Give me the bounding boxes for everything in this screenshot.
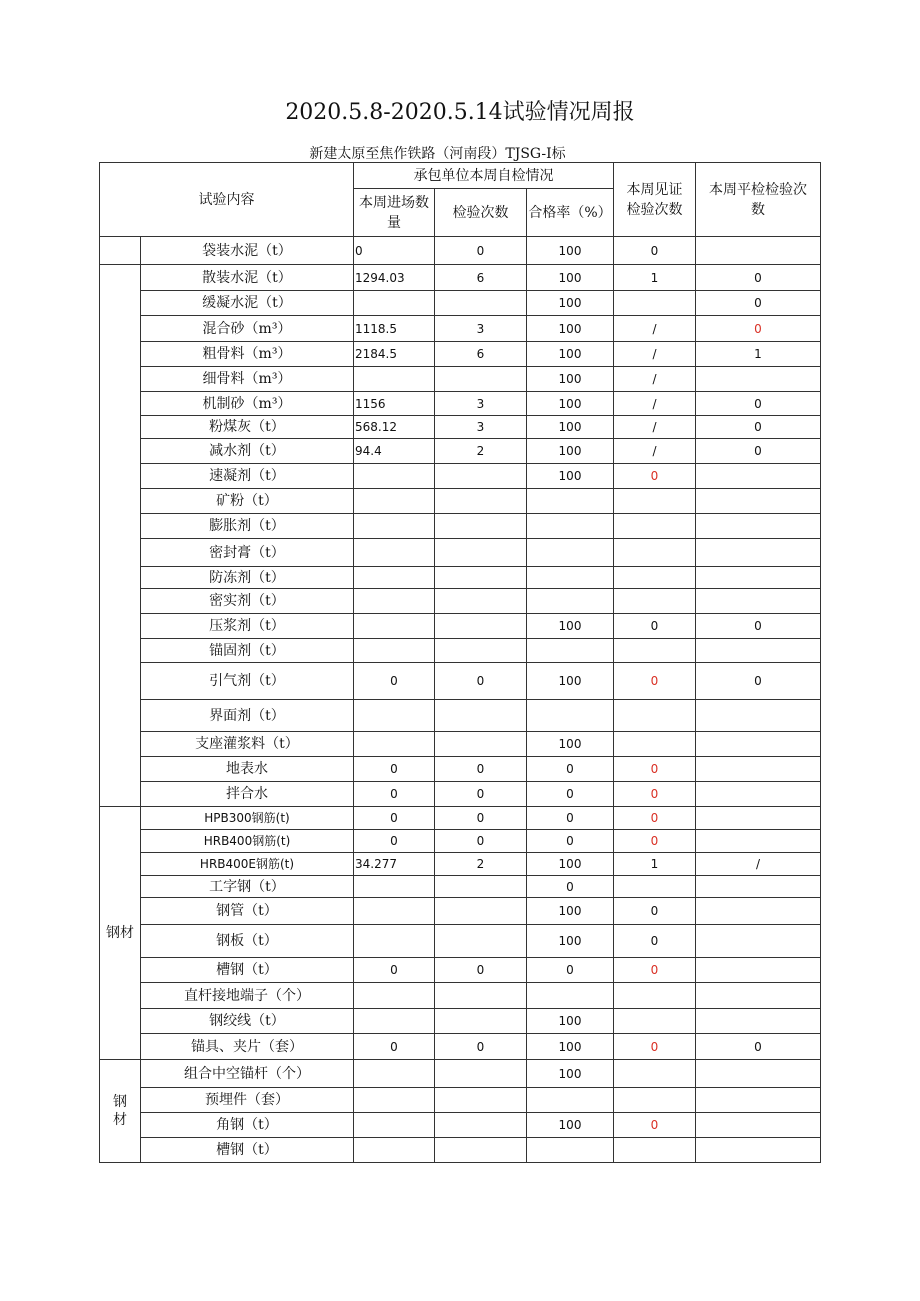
table-row (100, 416, 821, 439)
table-row (100, 807, 821, 830)
parallel-cell (696, 700, 821, 732)
quantity-cell (354, 1138, 435, 1163)
quantity-cell (354, 898, 435, 925)
quantity-cell: 94.4 (354, 439, 435, 464)
material-name: 减水剂（t） (141, 439, 354, 464)
header-tests: 检验次数 (435, 189, 527, 237)
table-row (100, 757, 821, 782)
table-row (100, 983, 821, 1009)
parallel-cell: 0 (696, 439, 821, 464)
material-name: 钢板（t） (141, 925, 354, 958)
parallel-cell (696, 639, 821, 663)
witness-cell: / (614, 316, 696, 342)
tests-cell: 0 (435, 237, 527, 265)
parallel-cell: 0 (696, 663, 821, 700)
weekly-test-table (99, 162, 821, 1163)
tests-cell: 6 (435, 265, 527, 291)
tests-cell (435, 464, 527, 489)
quantity-cell (354, 589, 435, 614)
material-name: 槽钢（t） (141, 1138, 354, 1163)
pass-rate-cell: 100 (527, 439, 614, 464)
material-name: 直杆接地端子（个） (141, 983, 354, 1009)
parallel-cell (696, 589, 821, 614)
material-name: 细骨料（m³） (141, 367, 354, 392)
quantity-cell: 0 (354, 1034, 435, 1060)
pass-rate-cell: 100 (527, 1060, 614, 1088)
quantity-cell: 1294.03 (354, 265, 435, 291)
material-name: 矿粉（t） (141, 489, 354, 514)
quantity-cell (354, 639, 435, 663)
tests-cell: 3 (435, 392, 527, 416)
tests-cell: 0 (435, 1034, 527, 1060)
witness-cell (614, 567, 696, 589)
table-row (100, 830, 821, 853)
material-name: 钢绞线（t） (141, 1009, 354, 1034)
quantity-cell (354, 983, 435, 1009)
pass-rate-cell: 0 (527, 782, 614, 807)
material-name: 地表水 (141, 757, 354, 782)
parallel-cell (696, 367, 821, 392)
parallel-cell (696, 1060, 821, 1088)
pass-rate-cell: 0 (527, 757, 614, 782)
witness-cell: 0 (614, 958, 696, 983)
pass-rate-cell: 100 (527, 663, 614, 700)
pass-rate-cell: 100 (527, 342, 614, 367)
quantity-cell: 0 (354, 830, 435, 853)
witness-cell: 0 (614, 464, 696, 489)
pass-rate-cell (527, 567, 614, 589)
material-name: 锚固剂（t） (141, 639, 354, 663)
material-name: 粉煤灰（t） (141, 416, 354, 439)
parallel-cell: 0 (696, 614, 821, 639)
table-row (100, 1034, 821, 1060)
tests-cell (435, 514, 527, 539)
quantity-cell: 0 (354, 782, 435, 807)
witness-cell (614, 589, 696, 614)
quantity-cell (354, 925, 435, 958)
parallel-cell (696, 732, 821, 757)
pass-rate-cell (527, 514, 614, 539)
tests-cell (435, 1060, 527, 1088)
table-row (100, 367, 821, 392)
pass-rate-cell (527, 1088, 614, 1113)
pass-rate-cell (527, 639, 614, 663)
quantity-cell: 0 (354, 663, 435, 700)
parallel-cell: 0 (696, 316, 821, 342)
tests-cell (435, 1088, 527, 1113)
material-name: 支座灌浆料（t） (141, 732, 354, 757)
quantity-cell: 1118.5 (354, 316, 435, 342)
material-name: 角钢（t） (141, 1113, 354, 1138)
parallel-cell (696, 876, 821, 898)
witness-cell (614, 1060, 696, 1088)
quantity-cell: 0 (354, 958, 435, 983)
table-row (100, 342, 821, 367)
table-row (100, 567, 821, 589)
table-row (100, 1060, 821, 1088)
pass-rate-cell (527, 489, 614, 514)
tests-cell (435, 614, 527, 639)
witness-cell (614, 514, 696, 539)
witness-cell: 0 (614, 663, 696, 700)
parallel-cell: 0 (696, 392, 821, 416)
tests-cell (435, 291, 527, 316)
material-name: 混合砂（m³） (141, 316, 354, 342)
header-pass-rate: 合格率（%） (527, 189, 614, 237)
tests-cell (435, 1009, 527, 1034)
category-cell (100, 237, 141, 265)
parallel-cell: 1 (696, 342, 821, 367)
category-cell: 钢材 (100, 807, 141, 1060)
tests-cell (435, 367, 527, 392)
witness-cell (614, 732, 696, 757)
parallel-cell: 0 (696, 416, 821, 439)
quantity-cell: 2184.5 (354, 342, 435, 367)
pass-rate-cell (527, 983, 614, 1009)
tests-cell (435, 876, 527, 898)
tests-cell (435, 539, 527, 567)
pass-rate-cell (527, 700, 614, 732)
material-name: 散装水泥（t） (141, 265, 354, 291)
witness-cell: 0 (614, 898, 696, 925)
header-witness: 本周见证 检验次数 (614, 163, 696, 237)
table-row (100, 732, 821, 757)
quantity-cell (354, 567, 435, 589)
quantity-cell (354, 700, 435, 732)
table-row (100, 265, 821, 291)
table-row (100, 439, 821, 464)
tests-cell (435, 1138, 527, 1163)
quantity-cell (354, 367, 435, 392)
quantity-cell (354, 1009, 435, 1034)
witness-cell: 0 (614, 925, 696, 958)
witness-cell: 0 (614, 1034, 696, 1060)
report-title: 2020.5.8-2020.5.14试验情况周报 (285, 100, 635, 125)
pass-rate-cell: 100 (527, 367, 614, 392)
parallel-cell (696, 807, 821, 830)
tests-cell (435, 639, 527, 663)
material-name: 引气剂（t） (141, 663, 354, 700)
tests-cell (435, 567, 527, 589)
witness-cell (614, 291, 696, 316)
table-row (100, 464, 821, 489)
quantity-cell (354, 514, 435, 539)
material-name: 钢管（t） (141, 898, 354, 925)
witness-cell: 0 (614, 807, 696, 830)
witness-cell: 0 (614, 782, 696, 807)
parallel-cell (696, 958, 821, 983)
tests-cell: 3 (435, 316, 527, 342)
tests-cell: 0 (435, 958, 527, 983)
parallel-cell (696, 539, 821, 567)
material-name: HRB400钢筋(t) (141, 830, 354, 853)
table-row (100, 853, 821, 876)
tests-cell (435, 589, 527, 614)
material-name: 袋装水泥（t） (141, 237, 354, 265)
category-cell: 钢 材 (100, 1060, 141, 1163)
tests-cell: 3 (435, 416, 527, 439)
material-name: 速凝剂（t） (141, 464, 354, 489)
parallel-cell (696, 1138, 821, 1163)
tests-cell (435, 489, 527, 514)
table-row (100, 291, 821, 316)
material-name: 防冻剂（t） (141, 567, 354, 589)
report-subtitle: 新建太原至焦作铁路（河南段）TJSG-I标 (309, 146, 566, 162)
witness-cell (614, 1138, 696, 1163)
table-row (100, 614, 821, 639)
pass-rate-cell: 100 (527, 316, 614, 342)
pass-rate-cell (527, 589, 614, 614)
parallel-cell (696, 898, 821, 925)
witness-cell: / (614, 392, 696, 416)
quantity-cell (354, 876, 435, 898)
material-name: 粗骨料（m³） (141, 342, 354, 367)
quantity-cell: 568.12 (354, 416, 435, 439)
tests-cell: 0 (435, 807, 527, 830)
parallel-cell (696, 925, 821, 958)
parallel-cell (696, 782, 821, 807)
header-parallel: 本周平检检验次 数 (696, 163, 821, 237)
pass-rate-cell: 0 (527, 876, 614, 898)
parallel-cell (696, 489, 821, 514)
tests-cell: 0 (435, 830, 527, 853)
tests-cell: 0 (435, 663, 527, 700)
parallel-cell: 0 (696, 291, 821, 316)
quantity-cell (354, 464, 435, 489)
header-content: 试验内容 (100, 163, 354, 237)
pass-rate-cell: 100 (527, 1009, 614, 1034)
header-contractor-group: 承包单位本周自检情况 (354, 163, 614, 189)
tests-cell: 2 (435, 439, 527, 464)
table-row (100, 539, 821, 567)
table-row (100, 876, 821, 898)
witness-cell: 0 (614, 1113, 696, 1138)
parallel-cell: 0 (696, 265, 821, 291)
material-name: HPB300钢筋(t) (141, 807, 354, 830)
witness-cell (614, 1009, 696, 1034)
witness-cell (614, 489, 696, 514)
pass-rate-cell: 100 (527, 392, 614, 416)
witness-cell (614, 700, 696, 732)
parallel-cell (696, 983, 821, 1009)
pass-rate-cell: 0 (527, 958, 614, 983)
pass-rate-cell: 100 (527, 614, 614, 639)
quantity-cell: 0 (354, 237, 435, 265)
quantity-cell (354, 614, 435, 639)
pass-rate-cell: 100 (527, 1113, 614, 1138)
parallel-cell: / (696, 853, 821, 876)
material-name: 膨胀剂（t） (141, 514, 354, 539)
quantity-cell: 0 (354, 807, 435, 830)
table-row (100, 489, 821, 514)
witness-cell: 1 (614, 265, 696, 291)
tests-cell (435, 898, 527, 925)
material-name: 槽钢（t） (141, 958, 354, 983)
material-name: 密封膏（t） (141, 539, 354, 567)
parallel-cell (696, 830, 821, 853)
table-row (100, 898, 821, 925)
table-row (100, 316, 821, 342)
table-row (100, 237, 821, 265)
material-name: 缓凝水泥（t） (141, 291, 354, 316)
quantity-cell: 34.277 (354, 853, 435, 876)
tests-cell (435, 1113, 527, 1138)
pass-rate-cell: 100 (527, 265, 614, 291)
tests-cell: 0 (435, 782, 527, 807)
pass-rate-cell: 100 (527, 925, 614, 958)
table-row (100, 782, 821, 807)
table-row (100, 925, 821, 958)
material-name: 工字钢（t） (141, 876, 354, 898)
quantity-cell (354, 489, 435, 514)
pass-rate-cell (527, 1138, 614, 1163)
witness-cell: 0 (614, 830, 696, 853)
table-row (100, 663, 821, 700)
tests-cell: 6 (435, 342, 527, 367)
table-row (100, 589, 821, 614)
witness-cell (614, 539, 696, 567)
pass-rate-cell: 0 (527, 807, 614, 830)
witness-cell: / (614, 367, 696, 392)
material-name: 预埋件（套） (141, 1088, 354, 1113)
parallel-cell (696, 464, 821, 489)
tests-cell (435, 983, 527, 1009)
material-name: 组合中空锚杆（个） (141, 1060, 354, 1088)
witness-cell: / (614, 342, 696, 367)
material-name: 机制砂（m³） (141, 392, 354, 416)
quantity-cell (354, 539, 435, 567)
witness-cell: 1 (614, 853, 696, 876)
parallel-cell (696, 567, 821, 589)
table-row (100, 1088, 821, 1113)
witness-cell (614, 876, 696, 898)
parallel-cell (696, 1113, 821, 1138)
material-name: 界面剂（t） (141, 700, 354, 732)
pass-rate-cell: 100 (527, 237, 614, 265)
witness-cell: 0 (614, 757, 696, 782)
witness-cell (614, 639, 696, 663)
tests-cell: 2 (435, 853, 527, 876)
quantity-cell (354, 1113, 435, 1138)
parallel-cell (696, 1009, 821, 1034)
table-row (100, 392, 821, 416)
table-row (100, 1138, 821, 1163)
pass-rate-cell: 100 (527, 1034, 614, 1060)
pass-rate-cell: 100 (527, 416, 614, 439)
material-name: 拌合水 (141, 782, 354, 807)
witness-cell: / (614, 439, 696, 464)
pass-rate-cell: 100 (527, 464, 614, 489)
quantity-cell: 0 (354, 757, 435, 782)
material-name: 密实剂（t） (141, 589, 354, 614)
quantity-cell (354, 732, 435, 757)
witness-cell (614, 1088, 696, 1113)
material-name: HRB400E钢筋(t) (141, 853, 354, 876)
parallel-cell (696, 514, 821, 539)
tests-cell (435, 925, 527, 958)
material-name: 压浆剂（t） (141, 614, 354, 639)
pass-rate-cell: 100 (527, 898, 614, 925)
material-name: 锚具、夹片（套） (141, 1034, 354, 1060)
quantity-cell (354, 1060, 435, 1088)
table-row (100, 1113, 821, 1138)
pass-rate-cell: 100 (527, 732, 614, 757)
pass-rate-cell: 100 (527, 291, 614, 316)
table-row (100, 1009, 821, 1034)
witness-cell: 0 (614, 614, 696, 639)
quantity-cell: 1156 (354, 392, 435, 416)
parallel-cell (696, 237, 821, 265)
table-row (100, 639, 821, 663)
parallel-cell (696, 757, 821, 782)
pass-rate-cell: 0 (527, 830, 614, 853)
witness-cell (614, 983, 696, 1009)
quantity-cell (354, 1088, 435, 1113)
category-cell (100, 265, 141, 807)
parallel-cell (696, 1088, 821, 1113)
table-row (100, 700, 821, 732)
witness-cell: / (614, 416, 696, 439)
table-row (100, 514, 821, 539)
tests-cell (435, 700, 527, 732)
tests-cell (435, 732, 527, 757)
pass-rate-cell: 100 (527, 853, 614, 876)
pass-rate-cell (527, 539, 614, 567)
header-quantity: 本周进场数 量 (354, 189, 435, 237)
tests-cell: 0 (435, 757, 527, 782)
table-row (100, 958, 821, 983)
witness-cell: 0 (614, 237, 696, 265)
quantity-cell (354, 291, 435, 316)
parallel-cell: 0 (696, 1034, 821, 1060)
